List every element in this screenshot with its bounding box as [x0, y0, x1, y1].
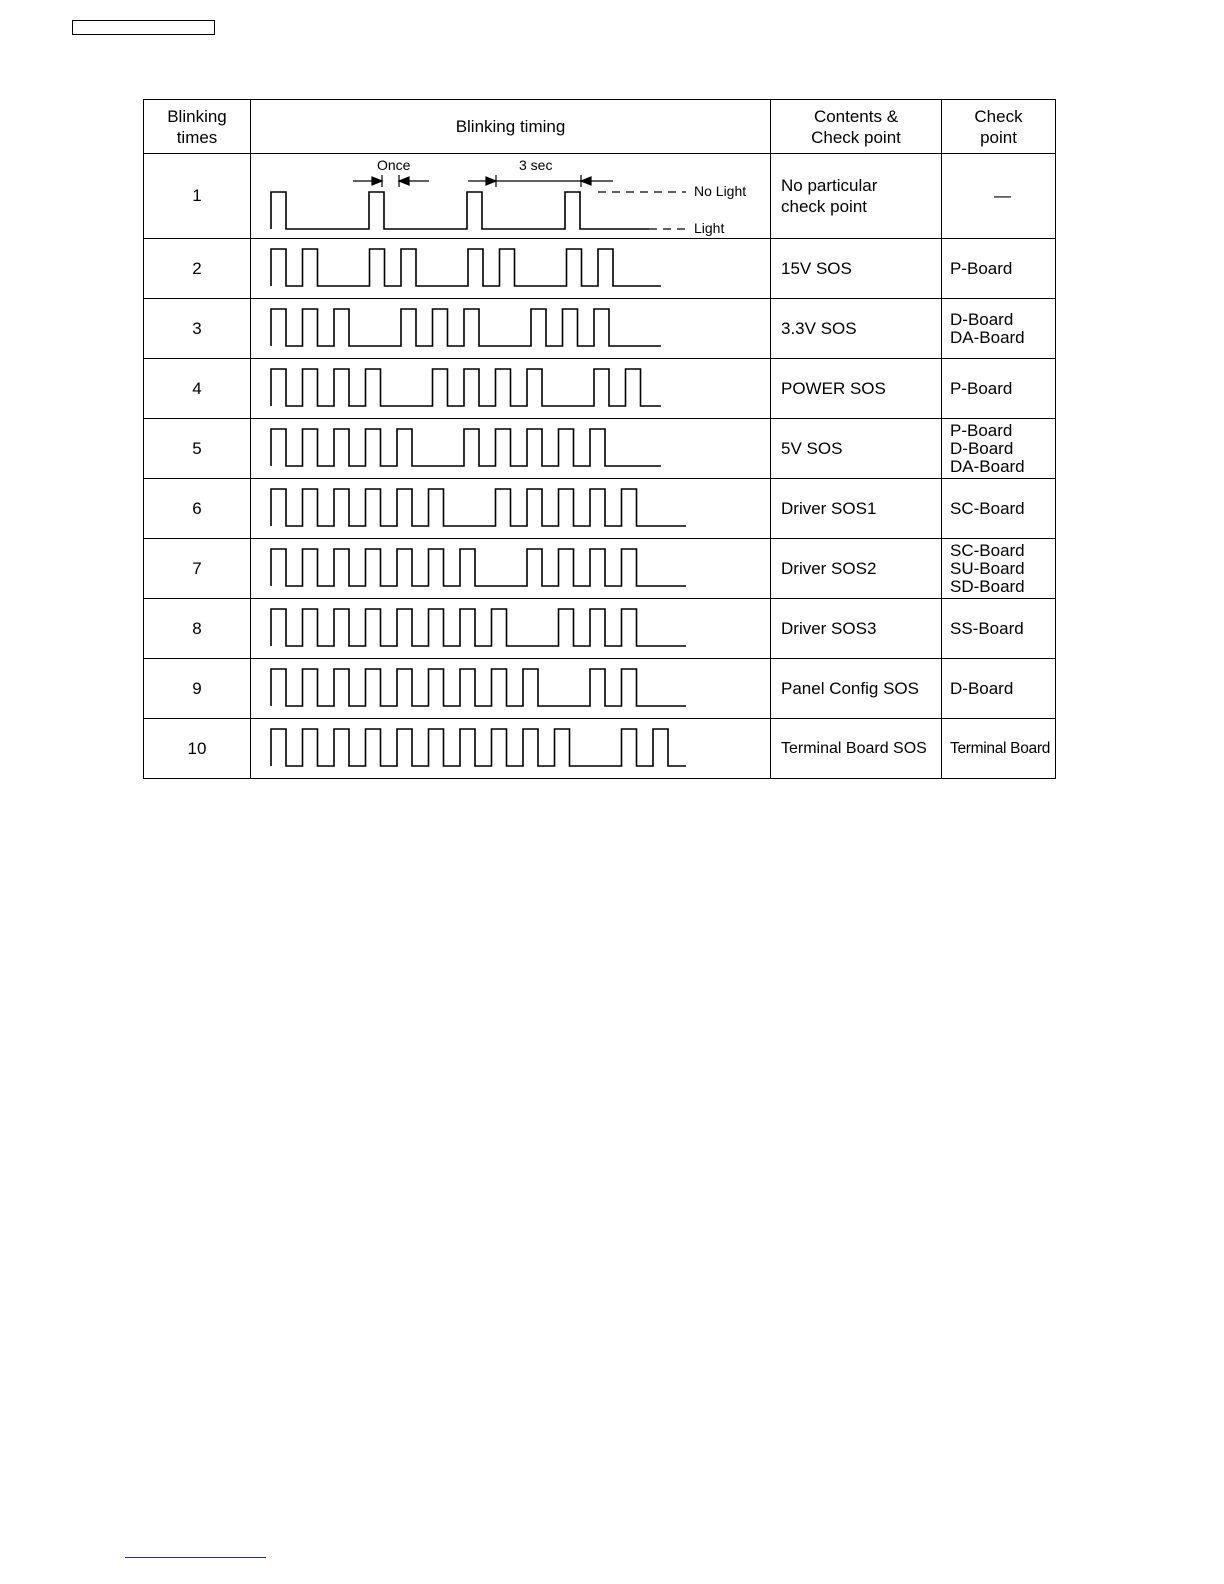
blinking-times-cell: 6: [144, 479, 251, 539]
blinking-times-cell: 4: [144, 359, 251, 419]
contents-cell: [771, 239, 942, 299]
contents-text: [781, 498, 941, 519]
check-point-line: P-Board: [950, 378, 1013, 398]
check-point-cell: [942, 239, 1056, 299]
contents-line: Driver SOS2: [781, 559, 877, 578]
check-point-line: P-Board: [950, 258, 1013, 278]
contents-line: Terminal Board SOS: [781, 740, 927, 757]
header-line: Blinking: [167, 106, 227, 126]
check-point-text: [950, 422, 1055, 476]
page-label-box: [72, 20, 215, 35]
blink-waveform: [271, 192, 649, 229]
contents-text: [781, 318, 941, 339]
blink-waveform: [271, 609, 686, 646]
contents-text: [781, 258, 941, 279]
blink-timing-diagram: [251, 539, 771, 598]
contents-cell: [771, 719, 942, 779]
check-point-text: [950, 740, 1055, 758]
header-blinking-timing: Blinking timing: [251, 100, 771, 154]
check-point-cell: [942, 359, 1056, 419]
contents-line: POWER SOS: [781, 379, 886, 398]
contents-cell: [771, 154, 942, 239]
contents-line: No particular: [781, 176, 878, 195]
contents-cell: [771, 659, 942, 719]
blink-waveform: [271, 489, 686, 526]
blink-timing-diagram: [251, 359, 771, 418]
check-point-text: [950, 187, 1055, 205]
blink-waveform: [271, 549, 686, 586]
blinking-timing-cell: [251, 539, 771, 599]
blinking-timing-cell: [251, 239, 771, 299]
period-arrowhead-right: [581, 177, 591, 185]
check-point-cell: [942, 719, 1056, 779]
contents-line: 3.3V SOS: [781, 319, 857, 338]
check-point-line: —: [994, 186, 1011, 205]
footer-link-underline: [125, 1557, 266, 1558]
once-arrowhead-left: [372, 177, 382, 185]
blink-timing-diagram: [251, 479, 771, 538]
blinking-timing-cell: [251, 719, 771, 779]
blinking-times-cell: 3: [144, 299, 251, 359]
blinking-times-cell: 2: [144, 239, 251, 299]
check-point-cell: [942, 539, 1056, 599]
header-line: Contents &: [813, 106, 899, 126]
light-label: Light: [694, 220, 725, 236]
check-point-text: [950, 260, 1055, 278]
check-point-cell: [942, 299, 1056, 359]
check-point-cell: [942, 659, 1056, 719]
contents-line: Driver SOS3: [781, 619, 877, 638]
check-point-line: SU-Board: [950, 558, 1025, 578]
blinking-timing-cell: [251, 479, 771, 539]
blinking-times-cell: 9: [144, 659, 251, 719]
blinking-timing-cell: [251, 599, 771, 659]
contents-text: [781, 618, 941, 639]
blinking-timing-cell: [251, 659, 771, 719]
check-point-line: Terminal Board: [950, 739, 1051, 757]
blink-timing-diagram: [251, 154, 771, 238]
table-row: [144, 299, 1056, 359]
contents-text: [781, 558, 941, 579]
header-row: [144, 100, 1056, 154]
contents-cell: [771, 359, 942, 419]
table-row: [144, 659, 1056, 719]
blinking-times-cell: 5: [144, 419, 251, 479]
contents-line: 15V SOS: [781, 259, 852, 278]
check-point-line: D-Board: [950, 678, 1014, 698]
check-point-text: [950, 680, 1055, 698]
check-point-line: DA-Board: [950, 327, 1025, 347]
header-line: times: [176, 127, 218, 147]
header-line: Check: [974, 106, 1023, 126]
no-light-label: No Light: [694, 183, 747, 199]
check-point-cell: [942, 154, 1056, 239]
blinking-times-cell: 1: [144, 154, 251, 239]
blinking-times-cell: 10: [144, 719, 251, 779]
blink-timing-diagram: [251, 419, 771, 478]
blinking-times-cell: 7: [144, 539, 251, 599]
blink-waveform: [271, 249, 661, 286]
check-point-line: DA-Board: [950, 456, 1025, 476]
header-blinking-times: [144, 100, 251, 154]
blink-timing-diagram: [251, 719, 771, 778]
check-point-cell: [942, 479, 1056, 539]
contents-cell: [771, 299, 942, 359]
blinking-timing-cell: [251, 419, 771, 479]
contents-line: check point: [781, 197, 867, 216]
check-point-line: D-Board: [950, 438, 1014, 458]
blink-waveform: [271, 669, 686, 706]
check-point-text: [950, 542, 1055, 596]
check-point-line: P-Board: [950, 420, 1013, 440]
contents-cell: [771, 539, 942, 599]
check-point-line: SD-Board: [950, 576, 1025, 596]
period-arrowhead-left: [486, 177, 496, 185]
check-point-line: SC-Board: [950, 540, 1025, 560]
blink-timing-diagram: [251, 659, 771, 718]
once-label: Once: [377, 157, 411, 173]
contents-line: Driver SOS1: [781, 499, 877, 518]
blink-timing-diagram: [251, 299, 771, 358]
check-point-line: D-Board: [950, 309, 1014, 329]
blink-timing-diagram: [251, 599, 771, 658]
blink-waveform: [271, 429, 661, 466]
contents-text: [781, 738, 941, 759]
header-line: point: [980, 127, 1017, 147]
table-row: [144, 479, 1056, 539]
check-point-line: SS-Board: [950, 618, 1024, 638]
table-row: [144, 719, 1056, 779]
sos-blinking-table: [143, 99, 1056, 779]
contents-text: [781, 678, 941, 699]
contents-cell: [771, 599, 942, 659]
contents-text: [781, 438, 941, 459]
blinking-timing-cell: [251, 154, 771, 239]
table-row: [144, 539, 1056, 599]
check-point-text: [950, 380, 1055, 398]
blink-timing-diagram: [251, 239, 771, 298]
check-point-text: [950, 620, 1055, 638]
period-label: 3 sec: [519, 157, 553, 173]
once-arrowhead-right: [399, 177, 409, 185]
check-point-cell: [942, 419, 1056, 479]
blinking-timing-cell: [251, 359, 771, 419]
blinking-timing-cell: [251, 299, 771, 359]
check-point-cell: [942, 599, 1056, 659]
table-row: [144, 419, 1056, 479]
blink-waveform: [271, 729, 686, 766]
header-check-point: [942, 100, 1056, 154]
check-point-text: [950, 311, 1055, 347]
header-contents: [771, 100, 942, 154]
contents-line: 5V SOS: [781, 439, 843, 458]
table-row: [144, 154, 1056, 239]
contents-text: [781, 175, 941, 217]
contents-text: [781, 378, 941, 399]
table-row: [144, 599, 1056, 659]
header-line: Check point: [811, 127, 901, 147]
contents-line: Panel Config SOS: [781, 679, 919, 698]
check-point-text: [950, 500, 1055, 518]
contents-cell: [771, 479, 942, 539]
blink-waveform: [271, 369, 661, 406]
table-row: [144, 359, 1056, 419]
table-row: [144, 239, 1056, 299]
blink-waveform: [271, 309, 661, 346]
check-point-line: SC-Board: [950, 498, 1025, 518]
blinking-times-cell: 8: [144, 599, 251, 659]
contents-cell: [771, 419, 942, 479]
